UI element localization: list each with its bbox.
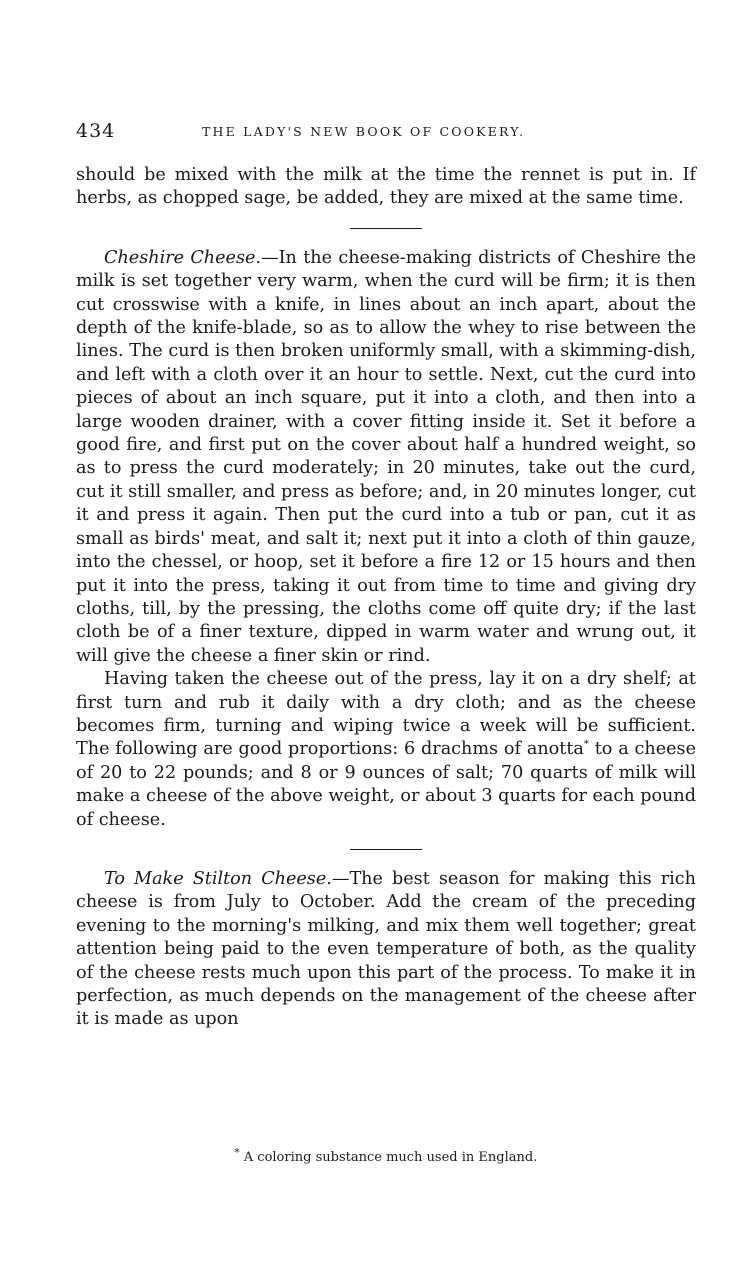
footnote-symbol: * bbox=[234, 1147, 240, 1159]
cheshire-paragraph bbox=[76, 247, 696, 668]
stilton-body: —The best season for making this rich cheese is from July to October. Add the cream of the preceding evening to the morning's milking, and mix them well together; great attention being paid to the even temperature of both, as the quality of the cheese rests much upon this part of the process. To make it in perfection, as much depends on the management of the cheese after it is made as upon bbox=[76, 868, 696, 1030]
footnote bbox=[76, 1147, 696, 1165]
cheshire-body: —In the cheese-making districts of Cheshire the milk is set together very warm, when the curd will be firm; it is then cut crosswise with a knife, in lines about an inch apart, about the depth of the knife-blade, so as to allow the whey to rise between the lines. The curd is then broken uniformly small, with a skimming-dish, and left with a cloth over it an hour to settle. Next, cut the curd into pieces of about an inch square, put it into a cloth, and then into a large wooden drainer, with a cover fitting inside it. Set it before a good fire, and first put on the cover about half a hundred weight, so as to press the curd moderately; in 20 minutes, take out the curd, cut it still smaller, and press as before; and, in 20 minutes longer, cut it and press it again. Then put the curd into a tub or pan, cut it as small as birds' meat, and salt it; next put it into a cloth of thin gauze, into the chessel, or hoop, set it before a fire 12 or 15 hours and then put it into the press, taking it out from time to time and giving dry cloths, till, by the pressing, the cloths come off quite dry; if the last cloth be of a finer texture, dipped in warm water and wrung out, it will give the cheese a finer skin or rind. bbox=[76, 247, 696, 666]
page-number: 434 bbox=[76, 120, 116, 142]
footnote-marker: * bbox=[583, 739, 589, 751]
page-header bbox=[76, 120, 696, 146]
page-content bbox=[76, 164, 696, 1032]
running-head: THE LADY'S NEW BOOK OF COOKERY. bbox=[202, 124, 526, 139]
section-divider bbox=[350, 849, 422, 850]
cheshire-heading: Cheshire Cheese. bbox=[104, 247, 261, 268]
section-divider bbox=[350, 228, 422, 229]
stilton-heading: To Make Stilton Cheese. bbox=[104, 868, 332, 889]
cheshire-paragraph-2 bbox=[76, 668, 696, 832]
footnote-text: A coloring substance much used in England. bbox=[239, 1150, 538, 1165]
intro-paragraph: should be mixed with the milk at the time the rennet is put in. If herbs, as chopped sage, be added, they are mixed at the same time. bbox=[76, 165, 696, 209]
stilton-paragraph bbox=[76, 868, 696, 1032]
cheshire-body-2b: to a cheese of 20 to 22 pounds; and 8 or 9 ounces of salt; 70 quarts of milk will make a cheese of the above weight, or about 3 quarts for each pound of cheese. bbox=[76, 739, 696, 830]
cheshire-body-2a: Having taken the cheese out of the press, lay it on a dry shelf; at first turn and rub it daily with a dry cloth; and as the cheese becomes firm, turning and wiping twice a week will be sufficient. The following are good proportions: 6 drachms of anotta bbox=[76, 669, 696, 760]
